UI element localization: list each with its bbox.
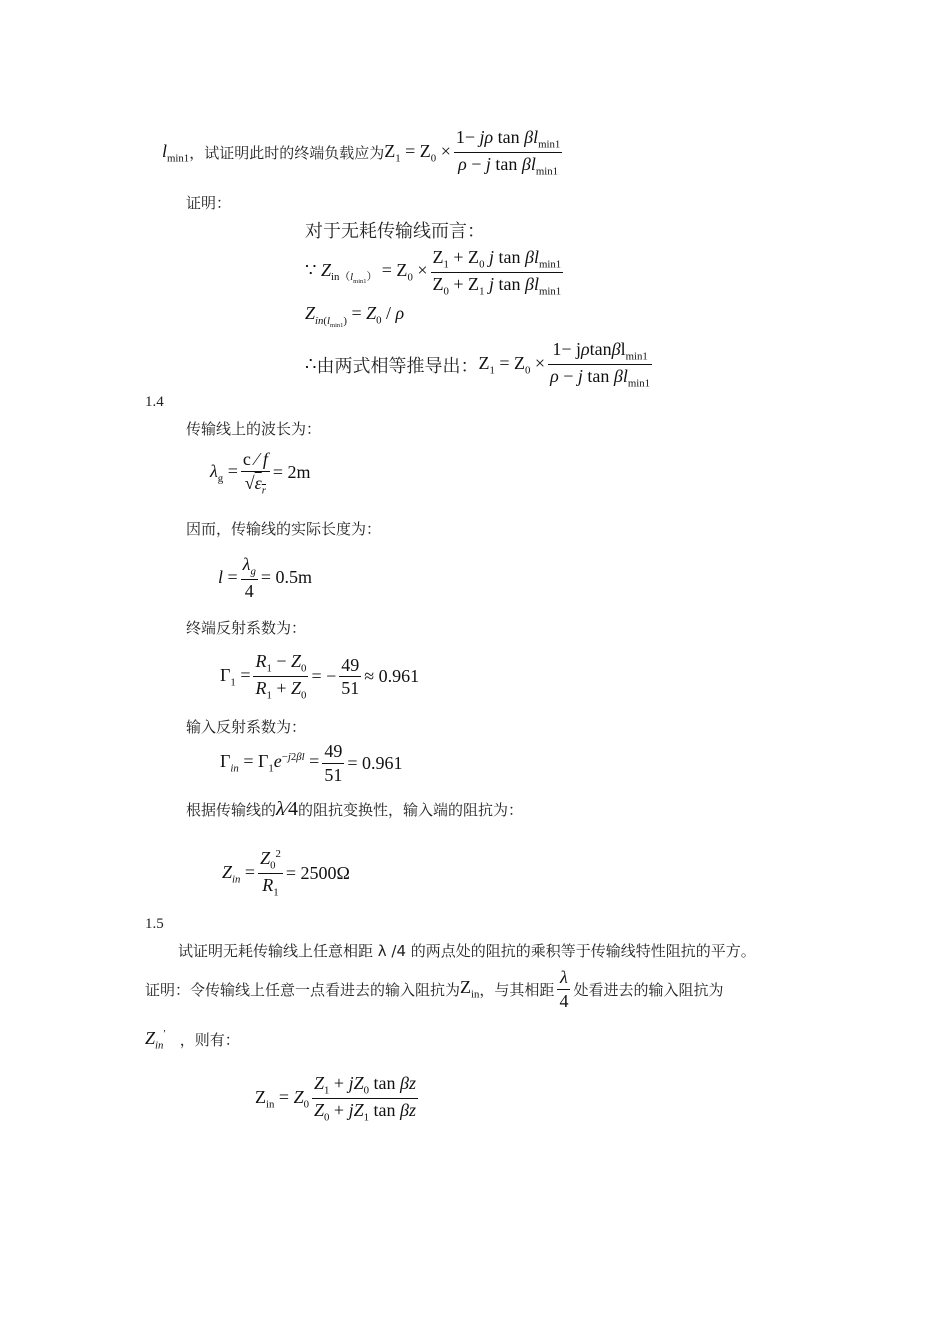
impedance-result: = 2500Ω: [285, 863, 350, 884]
input-reflection-fraction: [322, 740, 344, 786]
reflection-denominator: 51: [341, 678, 360, 699]
reflection-value-fraction: [339, 654, 361, 700]
min-impedance-equation: $Z_{in(l_{min1})} = Z_0 / \rho$: [305, 303, 405, 329]
impedance-equation: $Z_{in}$ = $\frac{Z_0^2}{R_1}$ = 2500Ω: [222, 848, 350, 899]
quarter-wave-sentence: [186, 798, 523, 821]
input-reflection-equation: $\Gamma_{in} = \Gamma_1e^{-j2\beta l}$ = $\frac{49}{51}$ = 0.961: [220, 741, 403, 785]
length-fraction: $\frac{\lambda_g}{4}$: [242, 554, 256, 602]
quarter-text-after: 的阻抗变换性，输入端的阻抗为：: [298, 801, 524, 819]
length-result: = 0.5m: [260, 567, 313, 588]
proof-text-a: 证明：令传输线上任意一点看进去的输入阻抗为: [145, 980, 461, 999]
reflection-text: 终端反射系数为：: [186, 619, 307, 637]
l-min1-symbol: $l_{min1}$: [162, 140, 190, 165]
derived-equation: ∴ 由两式相等推导出： $Z_1 = Z_0$ × $\frac{1- j\rho\tan\beta l_{min1}}{\rho - j \tan \beta l_{min1}}$: [305, 339, 651, 390]
z-in-general-equation: $Z_{in} = Z_0$ $\frac{Z_1 + jZ_0 \tan \beta z}{Z_0 + jZ_1 \tan \beta z}$: [255, 1073, 416, 1124]
quarter-text-before: 根据传输线的: [186, 801, 277, 819]
proof-text-c: 处看进去的输入阻抗为: [573, 980, 724, 999]
wavelength-text: 传输线上的波长为：: [186, 420, 322, 438]
reflection-result: ≈ 0.961: [364, 666, 420, 687]
length-text: 因而，传输线的实际长度为：: [186, 520, 382, 538]
z-in-symbol: $Z_{in}$: [460, 977, 480, 1001]
problem-14-number: 1.4: [145, 394, 164, 410]
input-reflection-denominator: 51: [324, 764, 343, 785]
input-impedance-fraction: $\frac{Z_1 + Z_0 j \tan \beta l_{min1}}{Z_0 + Z_1 j \tan \beta l_{min1}}$: [432, 247, 562, 298]
wavelength-equation: $\lambda_g$ = $\frac{c ⁄ f}{√\varepsilon_r}$ = 2m: [210, 449, 311, 497]
problem-13-intro: ，试证明此时的终端负载应为: [189, 144, 385, 163]
input-reflection-result: = 0.961: [347, 752, 403, 773]
input-reflection-numerator: 49: [322, 740, 344, 764]
length-equation: l = $\frac{\lambda_g}{4}$ = 0.5m: [218, 554, 313, 602]
problem-13-statement: [162, 126, 565, 179]
quarter-wave-symbol: λ⁄4: [276, 798, 299, 820]
z-in-general-fraction: $\frac{Z_1 + jZ_0 \tan \beta z}{Z_0 + jZ_1 \tan \beta z}$: [313, 1073, 416, 1124]
derive-text: 由两式相等推导出：: [316, 355, 479, 377]
wavelength-result: = 2m: [272, 462, 311, 483]
reflection-numerator: 49: [339, 654, 361, 678]
lambda-quarter-fraction: $\frac{\lambda}{4}$: [559, 967, 569, 1011]
load-formula: $Z_1 = Z_0$ ×: [384, 140, 451, 165]
wavelength-fraction: $\frac{c ⁄ f}{√\varepsilon_r}$: [242, 449, 268, 497]
input-reflection-text: 输入反射系数为：: [186, 718, 307, 736]
then-text: ，则有：: [179, 1031, 240, 1050]
reflection-equation: $\Gamma_1$ = $\frac{R_1 - Z_0}{R_1 + Z_0}$ = − $\frac{49}{51}$ ≈ 0.961: [220, 651, 420, 702]
problem-15-proof-line: [145, 966, 723, 1012]
z-in-prime-line: [145, 1028, 240, 1052]
proof-text-b: ，与其相距: [479, 980, 555, 999]
reflection-fraction: $\frac{R_1 - Z_0}{R_1 + Z_0}$: [255, 651, 307, 702]
input-impedance-equation: ∵ $Z_{in(l_{min1})} = Z_0$ × $\frac{Z_1 + Z_0 j \tan \beta l_{min1}}{Z_0 + Z_1 j \tan \beta l_{min1}}$: [305, 247, 562, 298]
problem-15-number: 1.5: [145, 916, 164, 932]
lossless-line-text: 对于无耗传输线而言：: [305, 221, 485, 242]
problem-15-statement: 试证明无耗传输线上任意相距 λ /4 的两点处的阻抗的乘积等于传输线特性阻抗的平方。: [178, 942, 756, 960]
derived-fraction: $\frac{1- j\rho\tan\beta l_{min1}}{\rho - j \tan \beta l_{min1}}$: [550, 339, 651, 390]
proof-label: 证明：: [186, 194, 232, 212]
z-in-prime-symbol: $Z_{in}'$: [145, 1028, 166, 1052]
load-fraction: $\frac{1- j\rho \tan \beta l_{min1}}{\rho - j \tan \beta l_{min1}}$: [455, 127, 561, 178]
impedance-fraction: $\frac{Z_0^2}{R_1}$: [260, 848, 281, 899]
